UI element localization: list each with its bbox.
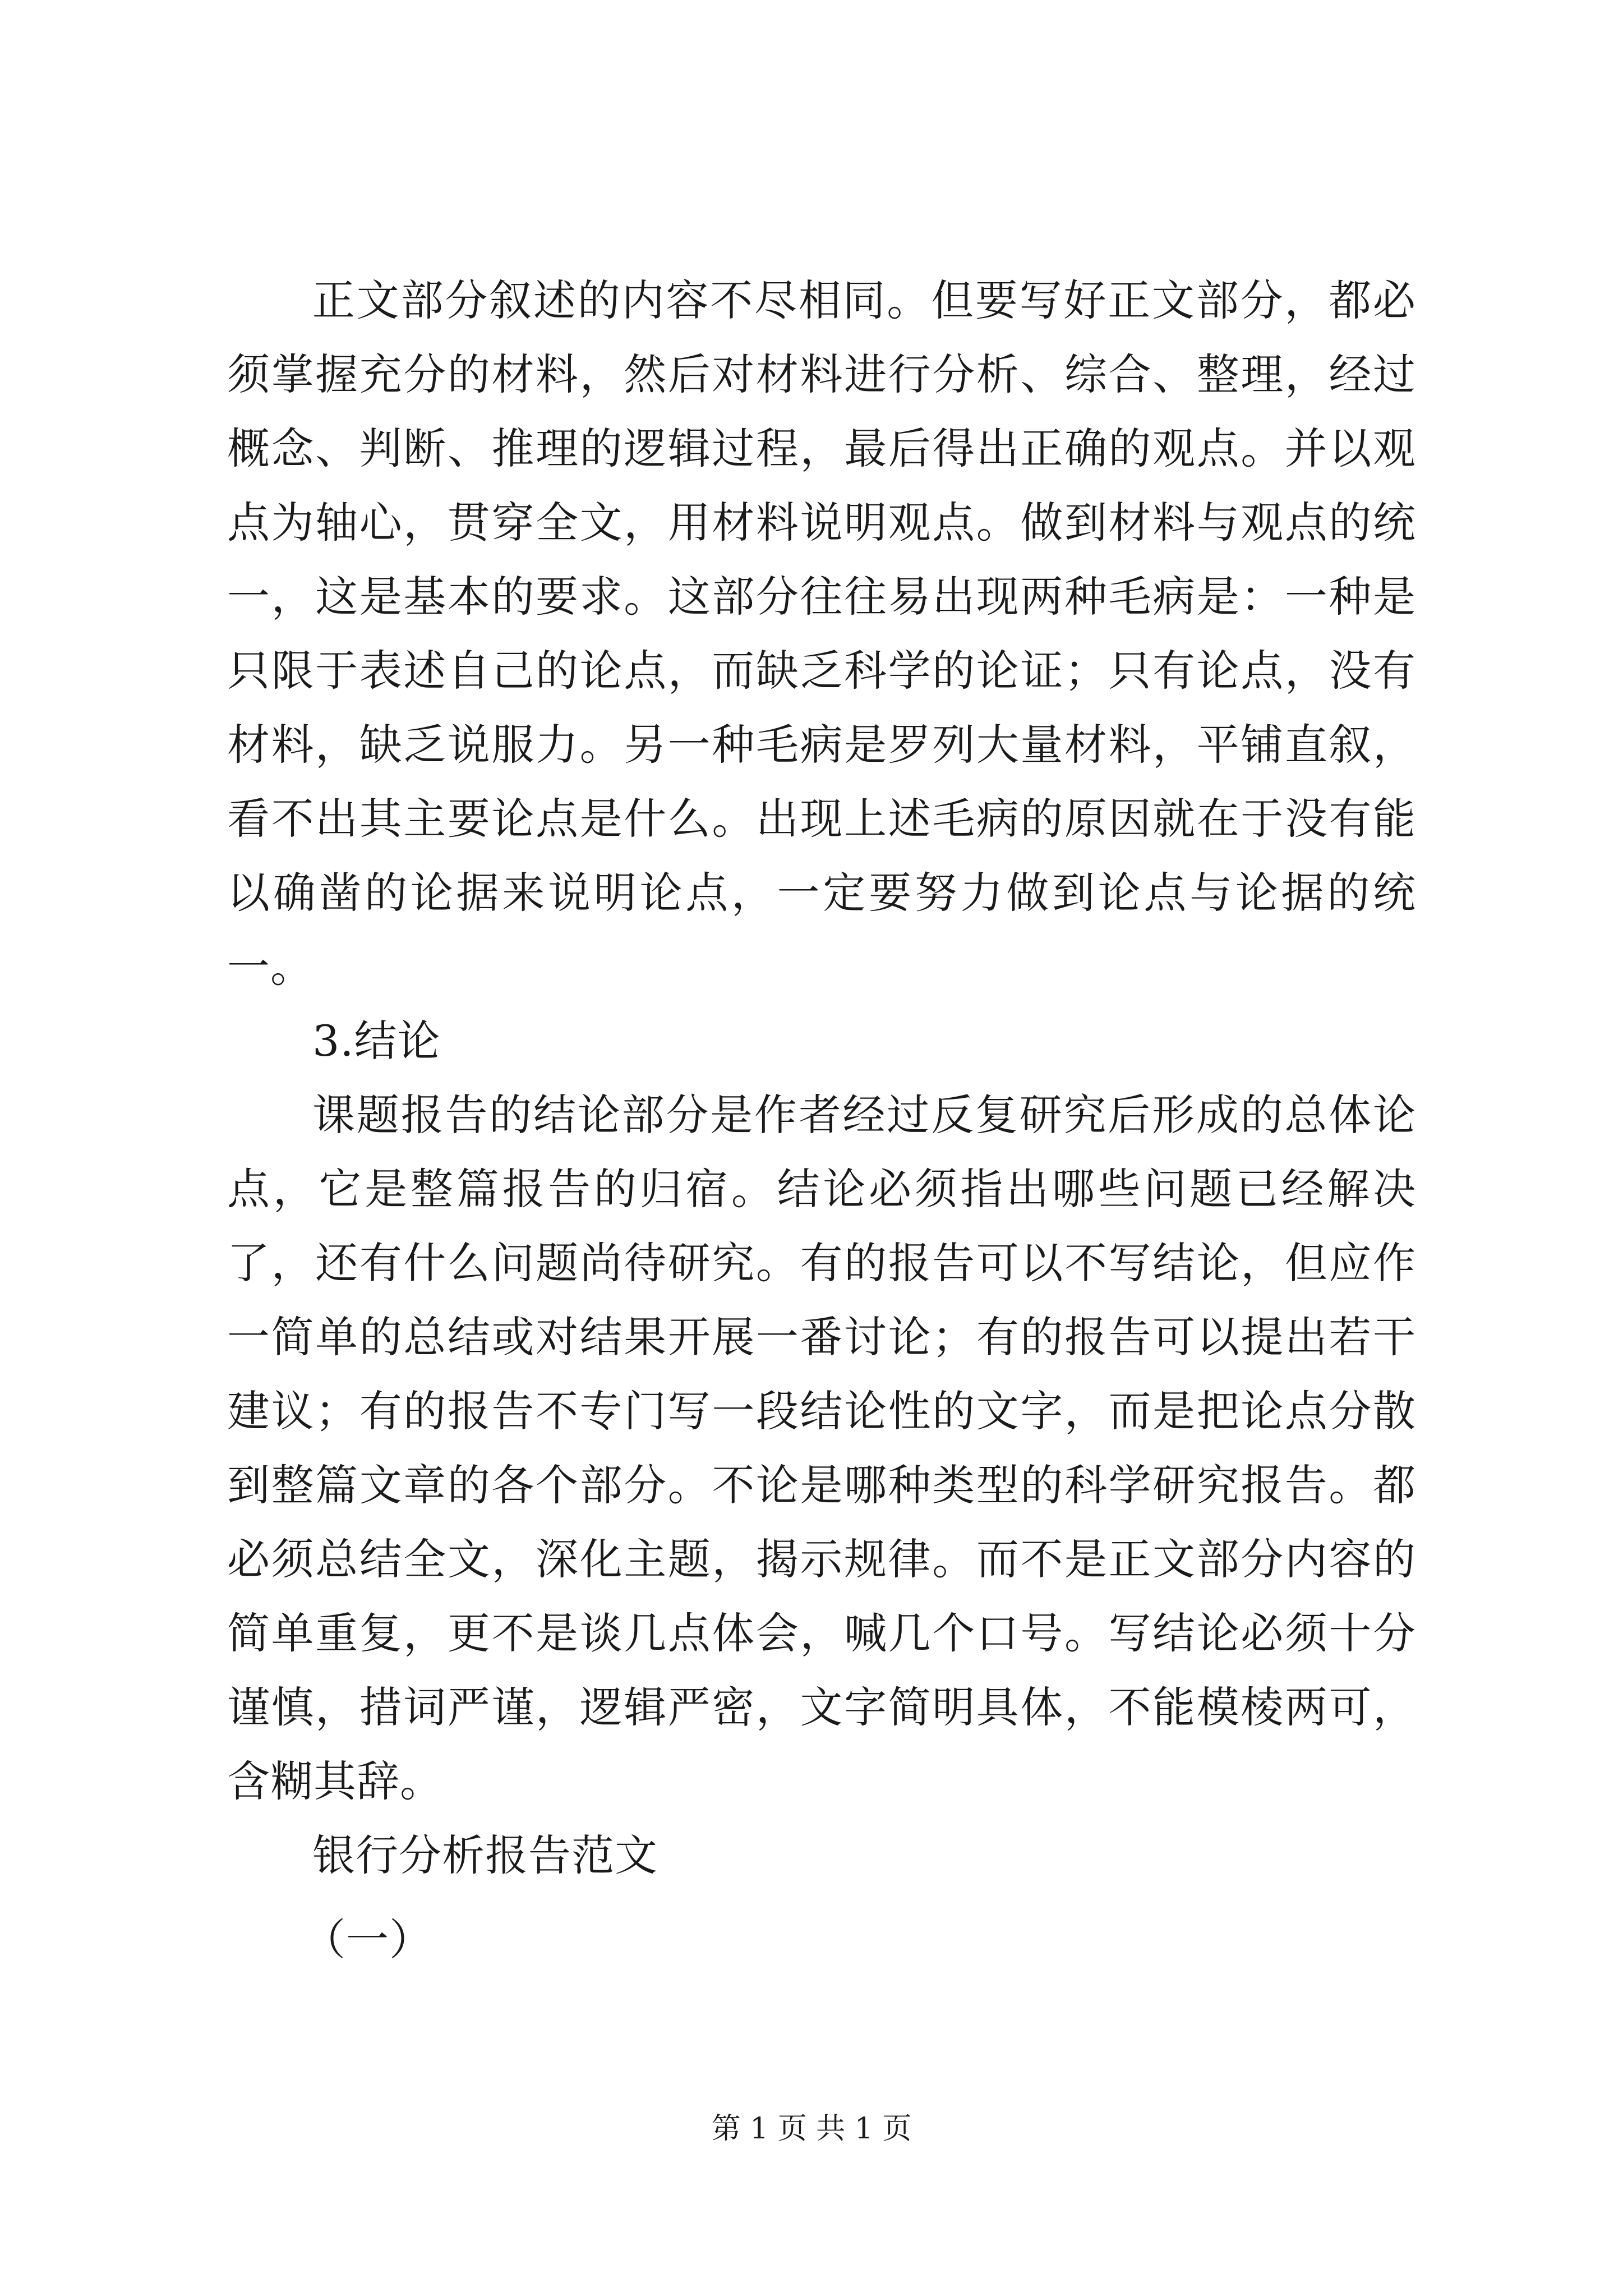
document-body bbox=[227, 264, 1416, 1977]
section-heading-conclusion: 3.结论 bbox=[312, 1016, 441, 1066]
next-article-title: 银行分析报告范文 bbox=[312, 1830, 658, 1880]
body-paragraph-2: 课题报告的结论部分是作者经过反复研究后形成的总体论点，它是整篇报告的归宿。结论必须指出哪些问题已经解决了，还有什么问题尚待研究。有的报告可以不写结论，但应作一简单的总结或对结果开展一番讨论；有的报告可以提出若干建议；有的报告不专门写一段结论性的文字，而是把论点分散到整篇文章的各个部分。不论是哪种类型的科学研究报告。都必须总结全文，深化主题，揭示规律。而不是正文部分内容的简单重复，更不是谈几点体会，喊几个口号。写结论必须十分谨慎，措词严谨，逻辑严密，文字简明具体，不能模棱两可，含糊其辞。 bbox=[227, 1090, 1416, 1806]
next-article-subtitle: （一） bbox=[303, 1915, 432, 1964]
page-number-footer: 第 1 页 共 1 页 bbox=[711, 2112, 912, 2146]
body-paragraph-1: 正文部分叙述的内容不尽相同。但要写好正文部分，都必须掌握充分的材料，然后对材料进行分析、综合、整理，经过概念、判断、推理的逻辑过程，最后得出正确的观点。并以观点为轴心，贯穿全文，用材料说明观点。做到材料与观点的统一，这是基本的要求。这部分往往易出现两种毛病是：一种是只限于表述自己的论点，而缺乏科学的论证；只有论点，没有材料，缺乏说服力。另一种毛病是罗列大量材料，平铺直叙，看不出其主要论点是什么。出现上述毛病的原因就在于没有能以确凿的论据来说明论点，一定要努力做到论点与论据的统一。 bbox=[227, 275, 1416, 992]
